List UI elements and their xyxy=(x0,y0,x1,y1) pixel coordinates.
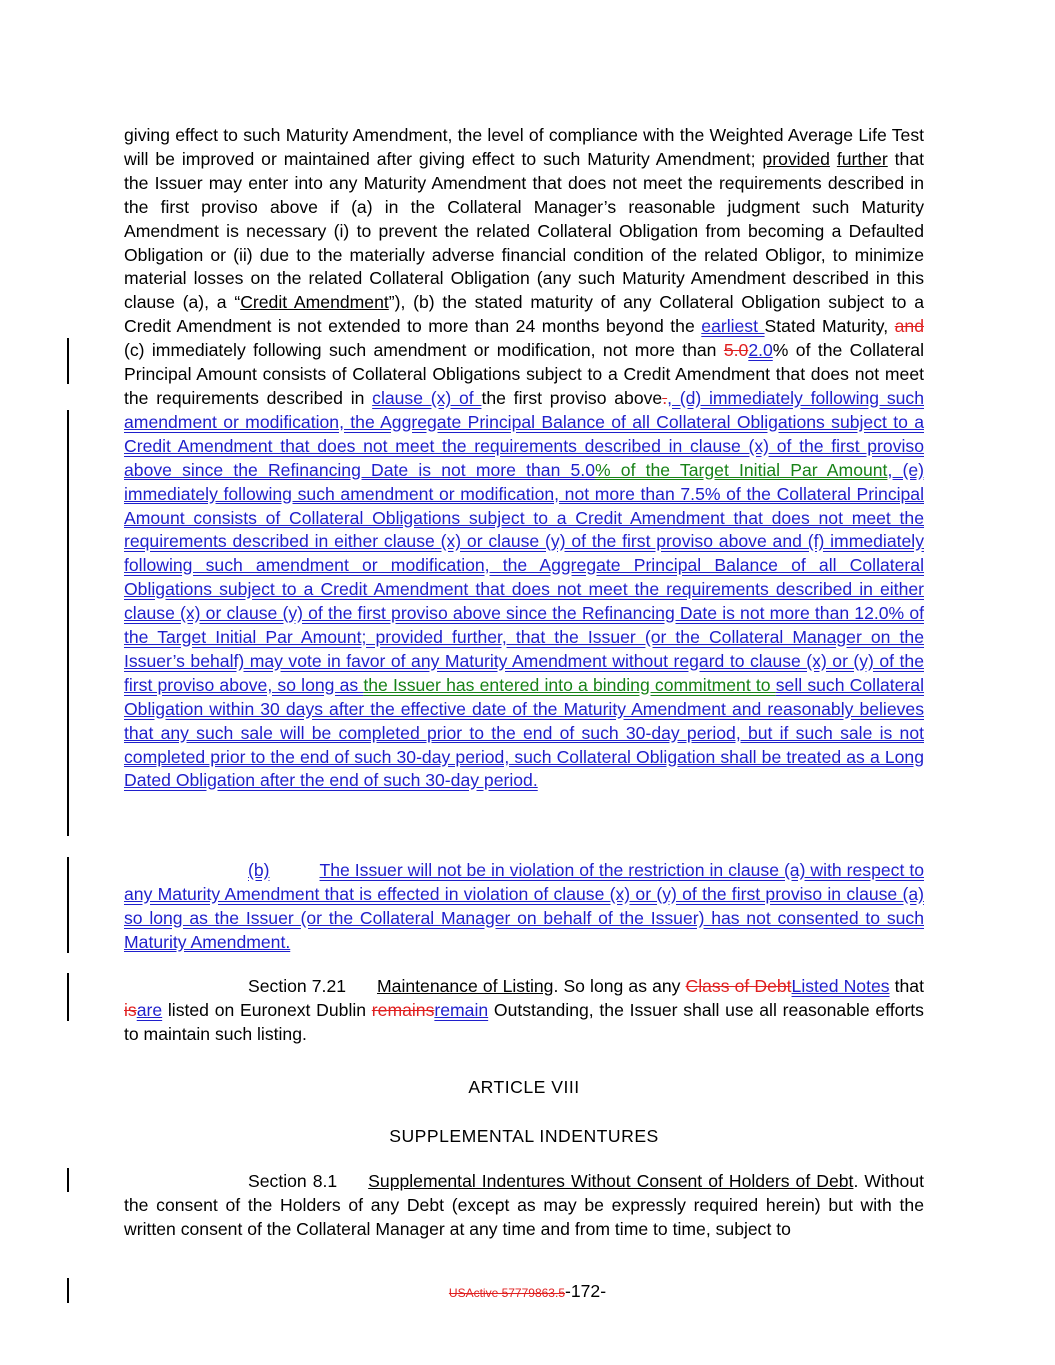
deletion: Class of Debt xyxy=(685,976,792,996)
change-bar xyxy=(67,857,69,953)
insertion: , (e) immediately following such amendment or modification, not more than 7.5% of the Collateral Principal Amount consists of Collateral Obligations subject to a Credit Amendment that does not meet the requirements described in either clause (x) or clause (y) of the first proviso above and (f) immediately following such amendment or modification, the Aggregate Principal Balance of all Collateral Obligations subject to a Credit Amendment that does not meet the requirements described in either clause (x) or clause (y) of the first proviso above since the Refinancing Date is not more than 12.0% of the Target Initial Par Amount; provided further, that the Issuer (or the Collateral Manager on the Issuer’s behalf) may vote in favor of any Maturity Amendment without regard to clause (x) or (y) of the first proviso above, so long as xyxy=(124,459,925,695)
insertion: Listed Notes xyxy=(791,976,890,996)
insertion: clause (x) of xyxy=(372,387,482,408)
change-bar xyxy=(67,410,69,836)
insertion: , (d) immediately following such amendment or modification, the Aggregate Principal Balance of all Collateral Obligations subject to a Credit Amendment that does not meet the requirements described in clause (x) of the first proviso above since the Refinancing Date is not more than 5.0 xyxy=(124,387,924,480)
section-7-21 xyxy=(124,975,924,1047)
paragraph-maturity-amendment xyxy=(124,124,924,793)
moved-text: the Issuer has entered into a binding commitment to xyxy=(363,674,776,695)
text-run: Stated Maturity, xyxy=(764,316,895,337)
deletion: . xyxy=(662,387,668,408)
section-title: Supplemental Indentures Without Consent of Holders of Debt xyxy=(368,1171,854,1191)
article-subtitle: SUPPLEMENTAL INDENTURES xyxy=(389,1126,659,1146)
text-run: (c) immediately following such amendment or modification, not more than xyxy=(124,340,724,361)
text-run: Outstanding, the Issuer shall use all reasonable efforts to maintain such listing. xyxy=(124,999,924,1044)
insertion: are xyxy=(136,999,163,1020)
text-run xyxy=(830,149,837,169)
deletion: is xyxy=(124,999,137,1020)
deletion: remains xyxy=(371,999,435,1020)
change-bar xyxy=(67,1168,69,1192)
moved-text: % of the Target Initial Par Amount xyxy=(594,459,888,480)
text-run: that the Issuer may enter into any Maturity Amendment that does not meet the requirements described in the first proviso above if (a) in the Collateral Manager’s reasonable judgment such Maturity Amendment is necessary (i) to prevent the related Collateral Obligation from becoming a Defaulted Obligation or (ii) due to the materially adverse financial condition of the related Obligor, to minimize material losses on the related Collateral Obligation (any such Maturity Amendment described in this clause (a), a “ xyxy=(124,148,925,313)
document-id: USActive 57779863.5 xyxy=(448,1286,565,1300)
deletion: 5.0 xyxy=(723,340,749,361)
paragraph-b xyxy=(124,859,924,955)
insertion: 2.0 xyxy=(748,340,773,361)
page-number: -172- xyxy=(565,1281,607,1301)
provided-term: provided xyxy=(762,148,830,169)
article-title: ARTICLE VIII xyxy=(468,1077,580,1097)
text-run: giving effect to such Maturity Amendment, the level of compliance with the Weighted Average Life Test will be improved or maintained after giving effect to such Maturity Amendment; xyxy=(124,125,924,169)
text-run: listed on Euronext Dublin xyxy=(162,999,372,1020)
change-bar xyxy=(67,973,69,1021)
section-number: Section 7.21 xyxy=(248,976,347,996)
defined-term-credit-amendment: Credit Amendment xyxy=(240,292,389,313)
text-run: ”), (b) the stated maturity of any Collateral Obligation subject to a Credit Amendment is not extended to more than 24 months beyond the xyxy=(124,292,924,337)
clause-label: (b) xyxy=(248,860,270,880)
text-run: . Without the consent of the Holders of any Debt (except as may be expressly required herein) but with the written consent of the Collateral Manager at any time and from time to time, subject to xyxy=(124,1171,925,1239)
page-footer xyxy=(0,1281,1055,1302)
insertion: earliest xyxy=(701,316,765,337)
text-run: that xyxy=(889,976,924,996)
text-run: % of the Collateral Principal Amount consists of Collateral Obligations subject to a Credit Amendment that does not meet the requirements described in xyxy=(124,340,924,408)
text-run: the first proviso above xyxy=(481,387,663,408)
section-number: Section 8.1 xyxy=(248,1171,338,1191)
further-term: further xyxy=(836,148,888,169)
insertion: remain xyxy=(434,999,489,1020)
insertion: sell such Collateral Obligation within 30 days after the effective date of the Maturity Amendment and reasonably believes that any such sale will be completed prior to the end of such 30-day period, but if such sale is not completed prior to the end of such 30-day period, such Collateral Obligation shall be treated as a Long Dated Obligation after the end of such 30-day period. xyxy=(124,674,924,791)
insertion: The Issuer will not be in violation of the restriction in clause (a) with respect to any Maturity Amendment that is effected in violation of clause (x) or (y) of the first proviso in clause (a) so long as the Issuer (or the Collateral Manager on behalf of the Issuer) has not consented to such Maturity Amendment. xyxy=(124,860,924,952)
section-8-1 xyxy=(124,1170,924,1242)
section-title: Maintenance of Listing xyxy=(377,976,554,996)
deletion: and xyxy=(894,316,924,337)
text-run: . So long as any xyxy=(553,976,686,996)
change-bar xyxy=(67,338,69,384)
